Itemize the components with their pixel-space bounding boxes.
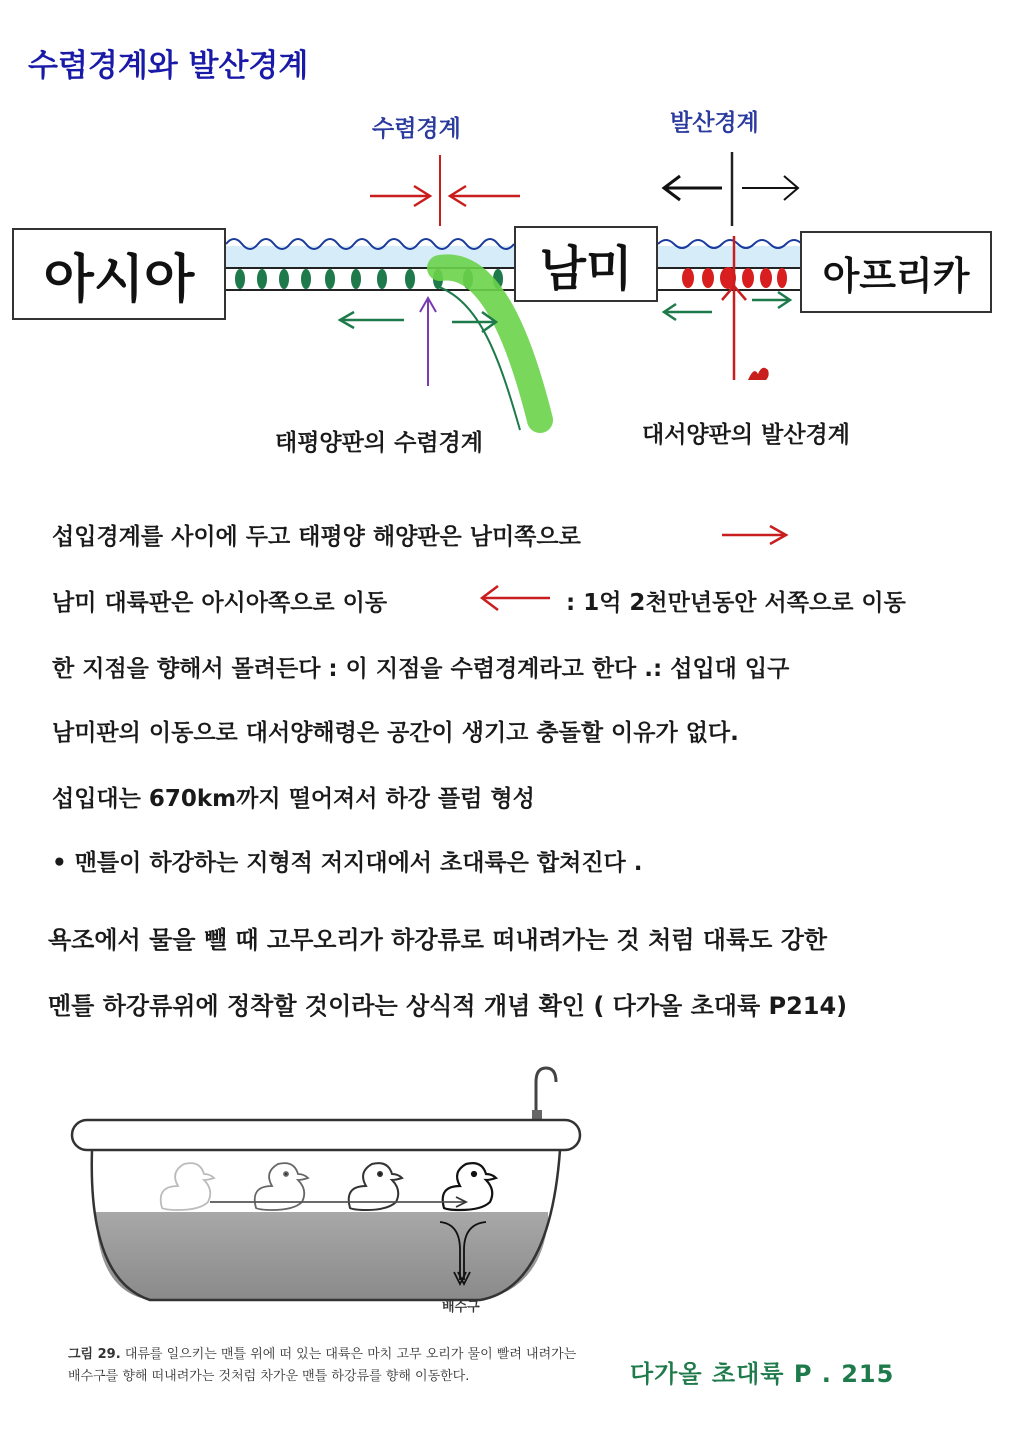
convergent-label: 수렴경계 [372, 116, 461, 142]
figure-number: 그림 29. [68, 1347, 121, 1362]
text-line-6: • 맨틀이 하강하는 지형적 저지대에서 초대륙은 합쳐진다 . [52, 850, 643, 876]
text-line-1: 섭입경계를 사이에 두고 태평양 해양판은 남미쪽으로 [52, 524, 581, 550]
divergent-label: 발산경계 [670, 110, 759, 136]
left-arrow-icon [476, 582, 554, 614]
right-arrow-icon [718, 520, 790, 550]
south-america-box: 남미 [514, 226, 658, 302]
page-title: 수렴경계와 발산경계 [28, 48, 309, 84]
duck-icon [443, 1163, 496, 1210]
bathtub-figure [60, 1060, 600, 1330]
figure-caption [68, 1344, 608, 1388]
pacific-boundary-caption: 태평양판의 수렴경계 [275, 430, 483, 456]
duck-icon [255, 1163, 308, 1210]
text-line-4: 남미판의 이동으로 대서양해령은 공간이 생기고 충돌할 이유가 없다. [52, 720, 739, 746]
drain-label: 배수구 [442, 1300, 480, 1315]
text-line-7: 욕조에서 물을 뺄 때 고무오리가 하강류로 떠내려가는 것 처럼 대륙도 강한 [48, 926, 828, 954]
duck-icon [161, 1163, 214, 1210]
text-line-2a: 남미 대륙판은 아시아쪽으로 이동 [52, 590, 388, 616]
figure-caption-line-1: 대류를 일으키는 맨틀 위에 떠 있는 대륙은 마치 고무 오리가 물이 빨려 내려가는 [124, 1347, 577, 1362]
plate-boundary-diagram [0, 0, 1018, 470]
text-line-5: 섭입대는 670km까지 떨어져서 하강 플럼 형성 [52, 786, 535, 812]
text-line-3: 한 지점을 향해서 몰려든다 : 이 지점을 수렴경계라고 한다 .: 섭입대 입구 [52, 656, 790, 682]
africa-box: 아프리카 [800, 231, 992, 313]
asia-box: 아시아 [12, 228, 226, 320]
figure-caption-line-2: 배수구를 향해 떠내려가는 것처럼 차가운 맨틀 하강류를 향해 이동한다. [68, 1369, 470, 1384]
duck-icon [349, 1163, 402, 1210]
text-line-8: 멘틀 하강류위에 정착할 것이라는 상식적 개념 확인 ( 다가올 초대륙 P214) [48, 992, 848, 1020]
atlantic-boundary-caption: 대서양판의 발산경계 [642, 422, 850, 448]
atlantic-sea-band [656, 246, 802, 268]
text-line-2b: : 1억 2천만년동안 서쪽으로 이동 [566, 590, 906, 616]
source-reference: 다가올 초대륙 P . 215 [630, 1360, 895, 1388]
